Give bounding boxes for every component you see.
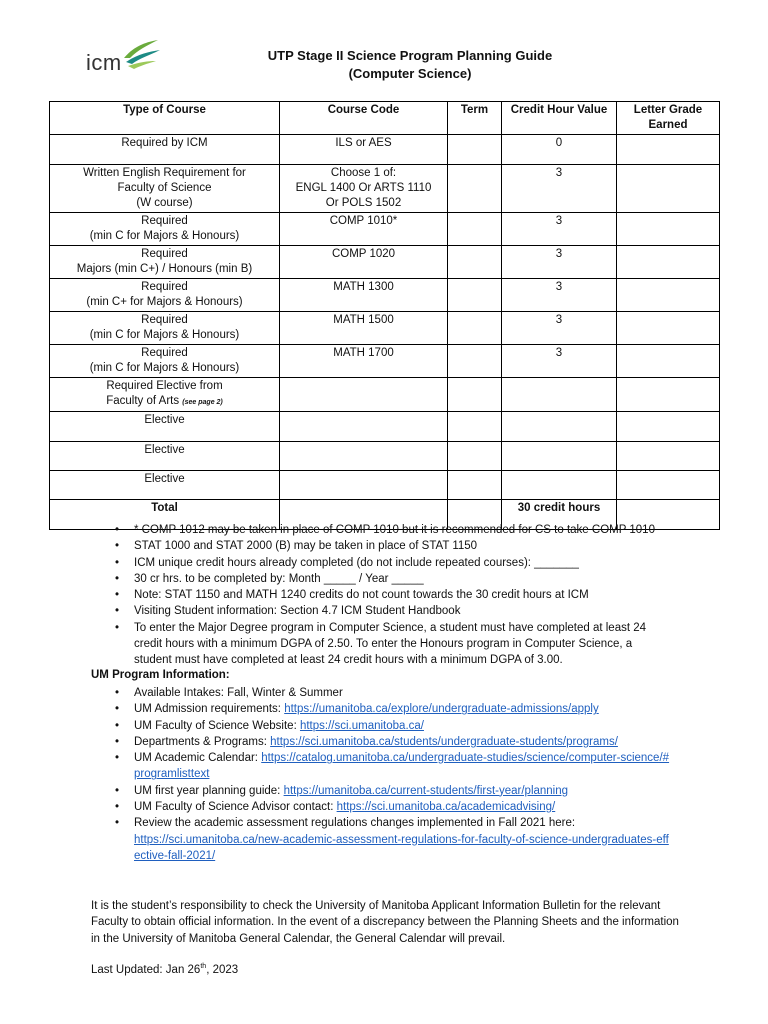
cell-code: COMP 1020 [280, 246, 448, 279]
cell-credit: 3 [502, 279, 617, 312]
cell-code: COMP 1010* [280, 213, 448, 246]
table-row [50, 312, 720, 345]
cell-credit: 3 [502, 246, 617, 279]
cell-credit: 0 [502, 135, 617, 165]
um-info-text: UM Admission requirements: [134, 703, 285, 716]
table-row [50, 246, 720, 279]
cell-credit: 3 [502, 213, 617, 246]
cell-type [50, 378, 280, 412]
cell-type: Elective [50, 442, 280, 471]
note-item: • * COMP 1012 may be taken in place of COMP 1010 but it is recommended for CS to take COMP 1010 [112, 522, 672, 538]
cell-grade [617, 246, 720, 279]
um-info-item [112, 701, 672, 717]
cell-code [280, 378, 448, 412]
um-info-link[interactable]: https://catalog.umanitoba.ca/undergraduate-studies/science/computer-science/#programlisttext [134, 752, 670, 781]
column-header-credit: Credit Hour Value [502, 102, 617, 135]
cell-grade [617, 135, 720, 165]
um-info-text: Available Intakes: Fall, Winter & Summer [134, 687, 343, 699]
note-item: • STAT 1000 and STAT 2000 (B) may be taken in place of STAT 1150 [112, 538, 672, 554]
page-title [250, 47, 570, 83]
um-program-heading: UM Program Information: [91, 669, 230, 681]
cell-term [448, 345, 502, 378]
cell-type: Required (min C+ for Majors & Honours) [50, 279, 280, 312]
cell-credit [502, 442, 617, 471]
cell-type: Required Majors (min C+) / Honours (min B) [50, 246, 280, 279]
cell-term [448, 165, 502, 213]
cell-code [280, 442, 448, 471]
column-header-grade: Letter Grade Earned [617, 102, 720, 135]
cell-credit [502, 378, 617, 412]
table-row [50, 378, 720, 412]
cell-term [448, 312, 502, 345]
cell-type: Required (min C for Majors & Honours) [50, 312, 280, 345]
um-info-text: Departments & Programs: [134, 735, 271, 748]
um-program-list [112, 685, 672, 864]
um-info-link[interactable]: https://sci.umanitoba.ca/new-academic-assessment-regulations-for-faculty-of-science-undergraduates-effective-fall-2021/ [134, 833, 669, 862]
cell-code: MATH 1700 [280, 345, 448, 378]
cell-term [448, 471, 502, 500]
cell-credit [502, 412, 617, 442]
table-row [50, 165, 720, 213]
cell-type: Required (min C for Majors & Honours) [50, 345, 280, 378]
icm-logo [86, 36, 166, 76]
last-updated-prefix: Last Updated: Jan 26 [91, 963, 201, 976]
column-header-term: Term [448, 102, 502, 135]
um-info-text: UM Academic Calendar: [134, 752, 262, 765]
table-header-row [50, 102, 720, 135]
cell-code: Choose 1 of: ENGL 1400 Or ARTS 1110 Or POLS 1502 [280, 165, 448, 213]
cell-type-text: Required Elective from Faculty of Arts [106, 380, 223, 407]
cell-grade [617, 442, 720, 471]
um-info-item [112, 718, 672, 734]
um-info-link[interactable]: https://sci.umanitoba.ca/ [299, 719, 424, 732]
disclaimer-text: It is the student’s responsibility to check the University of Manitoba Applicant Information Bulletin for the relevant Faculty to obtain official information. In the event of a discrepancy between the Planning Sheets and the information in the University of Manitoba General Calendar, the General Calendar will prevail. [91, 900, 679, 945]
table-row [50, 345, 720, 378]
title-line-2: (Computer Science) [348, 66, 472, 81]
um-info-link[interactable]: https://sci.umanitoba.ca/students/undergraduate-students/programs/ [270, 735, 618, 748]
note-item: • To enter the Major Degree program in Computer Science, a student must have completed at least 24 credit hours with a minimum DGPA of 2.50. To enter the Honours program in Computer Science, a student must have completed at least 24 credit hours with a minimum DGPA of 3.00. [112, 620, 672, 669]
um-info-link[interactable]: https://sci.umanitoba.ca/academicadvising/ [336, 801, 556, 814]
cell-code: MATH 1300 [280, 279, 448, 312]
cell-grade [617, 165, 720, 213]
um-info-link[interactable]: https://umanitoba.ca/current-students/first-year/planning [283, 784, 569, 797]
um-info-item [112, 734, 672, 750]
notes-list [112, 522, 672, 669]
note-item: • ICM unique credit hours already completed (do not include repeated courses): _______ [112, 555, 672, 571]
cell-type: Elective [50, 412, 280, 442]
logo-text: icm [86, 50, 122, 75]
cell-type: Total [50, 500, 280, 530]
um-info-link[interactable]: https://umanitoba.ca/explore/undergraduate-admissions/apply [284, 703, 599, 716]
cell-credit: 30 credit hours [502, 500, 617, 530]
column-header-type: Type of Course [50, 102, 280, 135]
note-item: • Visiting Student information: Section 4.7 ICM Student Handbook [112, 603, 672, 619]
last-updated-suffix: , 2023 [206, 963, 239, 976]
table-row [50, 442, 720, 471]
cell-type: Required (min C for Majors & Honours) [50, 213, 280, 246]
cell-grade [617, 213, 720, 246]
cell-term [448, 279, 502, 312]
cell-credit: 3 [502, 165, 617, 213]
cell-code [280, 471, 448, 500]
last-updated-sup: th [200, 963, 207, 970]
cell-grade [617, 378, 720, 412]
table-row [50, 471, 720, 500]
cell-term [448, 135, 502, 165]
cell-type: Required by ICM [50, 135, 280, 165]
um-info-text: UM first year planning guide: [134, 784, 284, 797]
cell-code: ILS or AES [280, 135, 448, 165]
um-info-text: Review the academic assessment regulations changes implemented in Fall 2021 here: [134, 817, 576, 830]
cell-type: Written English Requirement for Faculty of Science (W course) [50, 165, 280, 213]
cell-grade [617, 471, 720, 500]
cell-term [448, 246, 502, 279]
cell-term [448, 412, 502, 442]
cell-term [448, 213, 502, 246]
cell-code [280, 412, 448, 442]
table-row [50, 135, 720, 165]
cell-grade [617, 279, 720, 312]
cell-code: MATH 1500 [280, 312, 448, 345]
um-info-item [112, 783, 672, 799]
table-row [50, 213, 720, 246]
table-row [50, 279, 720, 312]
cell-term [448, 442, 502, 471]
cell-credit: 3 [502, 345, 617, 378]
cell-grade [617, 345, 720, 378]
um-info-item [112, 750, 672, 783]
table-row [50, 412, 720, 442]
cell-credit: 3 [502, 312, 617, 345]
um-info-text: UM Faculty of Science Advisor contact: [134, 801, 337, 814]
note-item: • Note: STAT 1150 and MATH 1240 credits do not count towards the 30 credit hours at ICM [112, 587, 672, 603]
last-updated [91, 963, 238, 976]
course-table [49, 101, 720, 530]
cell-grade [617, 412, 720, 442]
cell-type: Elective [50, 471, 280, 500]
um-info-text: UM Faculty of Science Website: [134, 719, 300, 732]
cell-grade [617, 312, 720, 345]
um-info-item [112, 685, 672, 701]
column-header-code: Course Code [280, 102, 448, 135]
cell-term [448, 378, 502, 412]
um-info-item [112, 815, 672, 864]
note-item: • 30 cr hrs. to be completed by: Month _____ / Year _____ [112, 571, 672, 587]
um-info-item [112, 799, 672, 815]
see-page-note: (see page 2) [182, 399, 223, 406]
title-line-1: UTP Stage II Science Program Planning Guide [267, 48, 553, 63]
cell-credit [502, 471, 617, 500]
